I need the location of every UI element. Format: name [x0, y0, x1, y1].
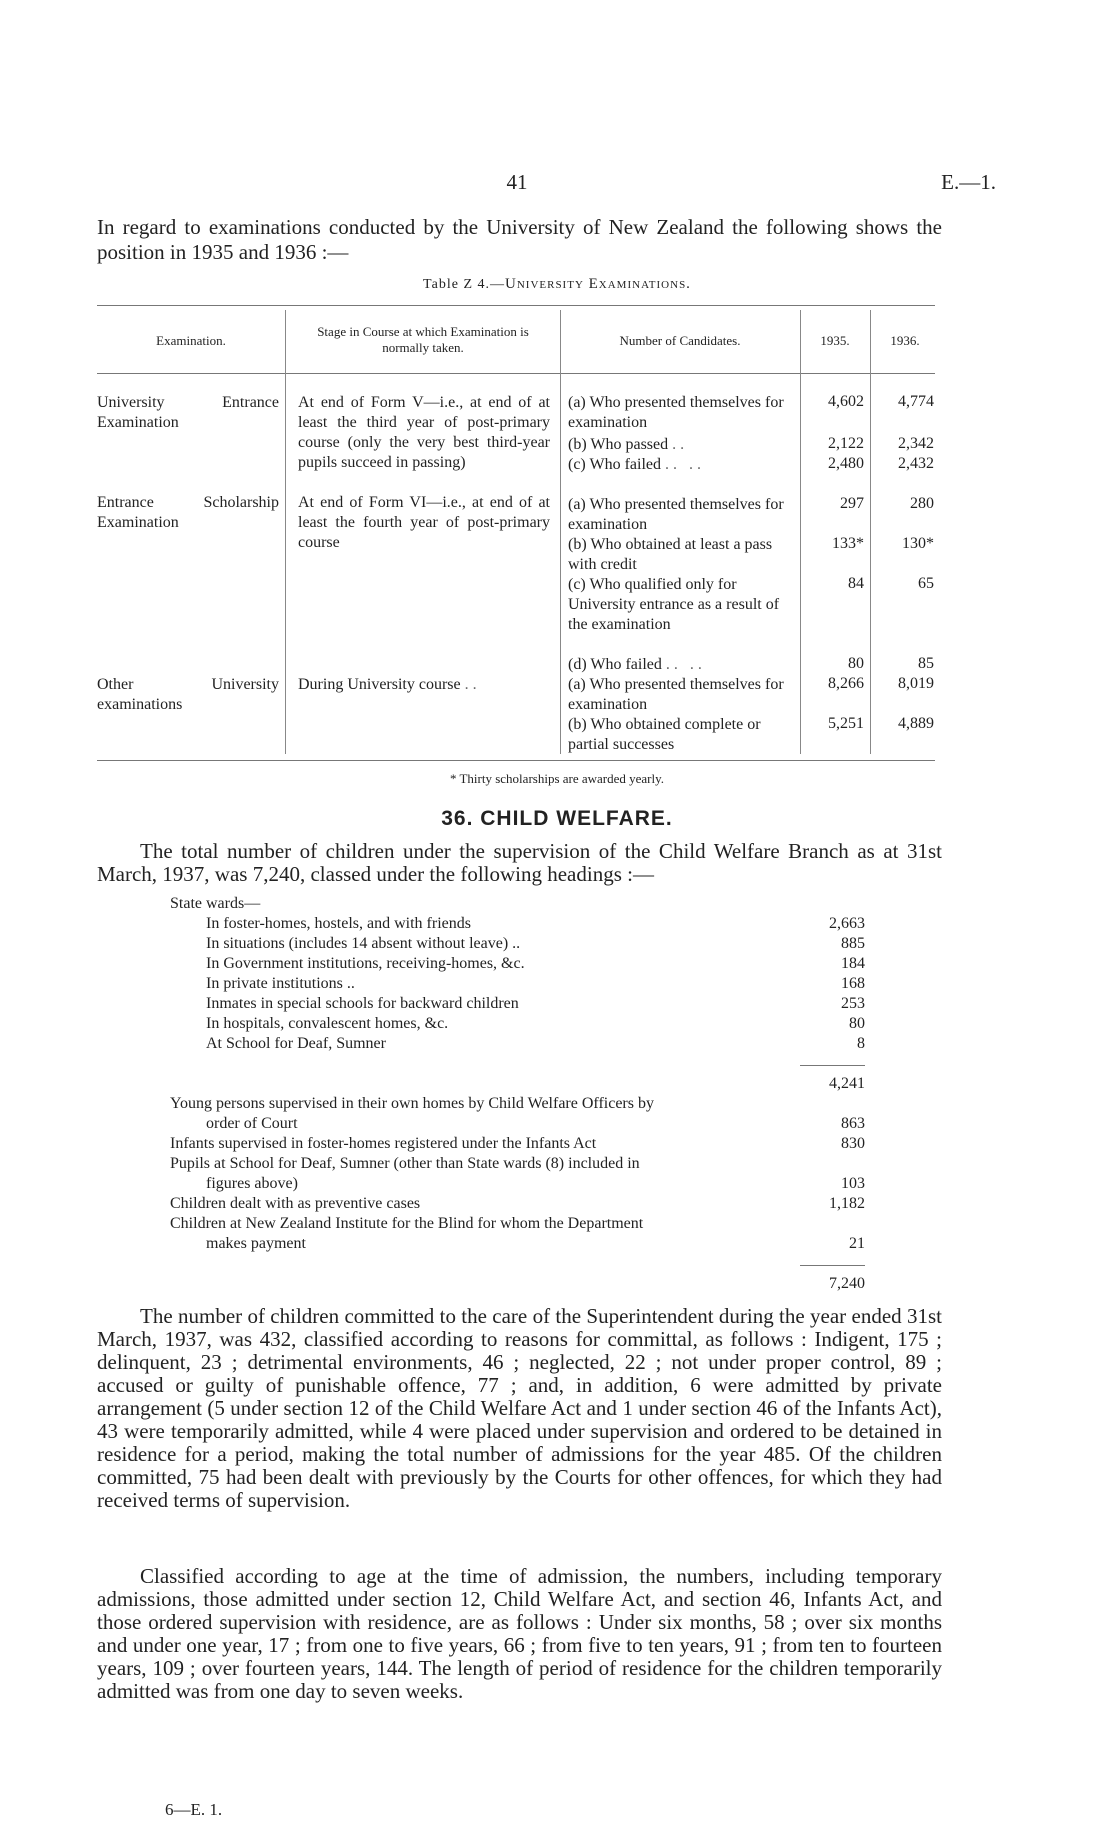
- list-item-value: 1,182: [829, 1195, 865, 1212]
- row-mark: (d): [568, 656, 587, 673]
- state-wards-heading: State wards—: [170, 895, 261, 912]
- row-text: Who failed: [590, 656, 662, 673]
- subtotal-rule: [800, 1065, 865, 1066]
- row-mark: (a): [568, 496, 586, 513]
- value-1936: 65: [918, 575, 934, 592]
- table-col-divider: [560, 310, 561, 754]
- list-item-value: 80: [849, 1015, 865, 1032]
- list-item-value: 168: [841, 975, 865, 992]
- candidate-row: [568, 495, 793, 535]
- total-rule: [800, 1265, 865, 1266]
- table-caption-prefix: Table Z 4.—: [423, 277, 505, 292]
- exam-stage: At end of Form VI—i.e., at end of at least the fourth year of post-primary course: [298, 494, 550, 551]
- exam-name: Other University examinations: [97, 676, 279, 713]
- table-col-divider: [285, 310, 286, 754]
- value-1936: 2,432: [898, 455, 934, 472]
- list-item-label: In foster-homes, hostels, and with friends: [206, 915, 471, 932]
- value-1935: 2,122: [828, 435, 864, 452]
- candidate-row: (d) Who failed . . . .: [568, 656, 702, 673]
- list-item-value: 184: [841, 955, 865, 972]
- row-text: Who obtained at least a pass with credit: [568, 536, 773, 573]
- candidate-row: (b) Who passed . .: [568, 436, 685, 453]
- list-item-label: At School for Deaf, Sumner: [206, 1035, 386, 1052]
- row-mark: (a): [568, 394, 586, 411]
- paragraph: [97, 1565, 942, 1703]
- header-1935: 1935.: [820, 333, 850, 348]
- paragraph-text: The total number of children under the supervision of the Child Welfare Branch as at 31st March, 1937, was 7,240, classed under the following headings :—: [97, 839, 942, 886]
- list-item-label: Young persons supervised in their own homes by Child Welfare Officers by: [170, 1095, 654, 1112]
- list-item-value: 885: [841, 935, 865, 952]
- value-1936: 130*: [902, 535, 934, 552]
- list-item-label-cont: makes payment: [206, 1235, 306, 1252]
- header-stage: Stage in Course at which Examination is normally taken.: [317, 324, 529, 355]
- candidate-row: [568, 393, 793, 433]
- table-header-rule: [97, 373, 935, 374]
- list-item-label: Children dealt with as preventive cases: [170, 1195, 421, 1212]
- value-1935: 80: [848, 655, 864, 672]
- value-1936: 2,342: [898, 435, 934, 452]
- row-mark: (a): [568, 676, 586, 693]
- list-item-value: 21: [849, 1235, 865, 1252]
- paragraph: [97, 840, 942, 886]
- table-caption: [0, 276, 1114, 293]
- list-item-label: In hospitals, convalescent homes, &c.: [206, 1015, 449, 1032]
- value-1935: 84: [848, 575, 864, 592]
- candidate-row: [568, 575, 793, 635]
- list-item-value: 830: [841, 1135, 865, 1152]
- value-1936: 85: [918, 655, 934, 672]
- candidate-row: (c) Who failed . . . .: [568, 456, 702, 473]
- paragraph-text: The number of children committed to the care of the Superintendent during the year ended 31st March, 1937, was 432, classified according to reasons for committal, as follows : Indigent, 175 ; delinquent, 23 ; detrimental environments, 46 ; neglected, 22 ; not under proper control, 89 ; accused or guilty of punishable offence, 77 ; and, in addition, 6 were admitted by private arrangement (5 under section 12 of the Child Welfare Act and 1 under section 46 of the Infants Act), 43 were temporarily admitted, while 4 were placed under supervision and ordered to be detained in residence for a period, making the total number of admissions for the year 485. Of the children committed, 75 had been dealt with previously by the Courts for other offences, for which they had received terms of supervision.: [97, 1304, 942, 1512]
- value-1935: 297: [840, 495, 864, 512]
- subtotal-value: 4,241: [829, 1075, 865, 1092]
- list-item-label: Inmates in special schools for backward children: [206, 995, 519, 1012]
- header-1936: 1936.: [890, 333, 920, 348]
- row-mark: (c): [568, 576, 586, 593]
- header-candidates: Number of Candidates.: [619, 333, 741, 348]
- table-footnote: * Thirty scholarships are awarded yearly.: [449, 771, 665, 786]
- row-mark: (b): [568, 536, 587, 553]
- exam-stage-text: During University course: [298, 676, 461, 693]
- list-item-label: Pupils at School for Deaf, Sumner (other than State wards (8) included in: [170, 1155, 640, 1172]
- row-mark: (b): [568, 716, 587, 733]
- value-1936: 280: [910, 495, 934, 512]
- list-item-label-cont: figures above): [206, 1175, 298, 1192]
- candidate-row: [568, 535, 793, 575]
- list-item-label-cont: order of Court: [206, 1115, 298, 1132]
- intro-paragraph: In regard to examinations conducted by the University of New Zealand the following shows the position in 1935 and 1936 :—: [97, 215, 942, 264]
- value-1936: 4,889: [898, 715, 934, 732]
- candidate-row: [568, 715, 793, 755]
- list-item-label: In situations (includes 14 absent without leave) ..: [206, 935, 521, 952]
- row-text: Who presented themselves for examination: [568, 394, 784, 431]
- list-item-label: Children at New Zealand Institute for the Blind for whom the Department: [170, 1215, 644, 1232]
- table-top-rule: [97, 305, 935, 306]
- table-caption-title: University Examinations.: [505, 276, 691, 292]
- exam-name: Entrance Scholarship Examination: [97, 494, 279, 531]
- document-reference: E.—1.: [941, 170, 996, 194]
- value-1935: 8,266: [828, 675, 864, 692]
- value-1935: 4,602: [828, 393, 864, 410]
- row-text: Who obtained complete or partial successes: [568, 716, 761, 753]
- paragraph-text: Classified according to age at the time of admission, the numbers, including temporary admissions, those admitted under section 12, Child Welfare Act, and section 46, Infants Act, and those ordered supervision with residence, are as follows : Under six months, 58 ; over six months and under one year, 17 ; from one to five years, 66 ; from five to ten years, 91 ; from ten to fourteen years, 109 ; over fourteen years, 144. The length of period of residence for the children temporarily admitted was from one day to seven weeks.: [97, 1564, 942, 1703]
- row-mark: (c): [568, 456, 586, 473]
- exam-stage: At end of Form V—i.e., at end of at least the third year of post-primary course (only the very best third-year pupils succeed in passing): [298, 394, 550, 471]
- exam-name: University Entrance Examination: [97, 394, 279, 431]
- page-number: 41: [506, 170, 528, 194]
- list-item-label: In private institutions ..: [206, 975, 355, 992]
- list-item-value: 103: [841, 1175, 865, 1192]
- total-value: 7,240: [829, 1275, 865, 1292]
- list-item-value: 253: [841, 995, 865, 1012]
- list-item-value: 2,663: [829, 915, 865, 932]
- header-examination: Examination.: [156, 333, 226, 348]
- row-text: Who passed: [590, 436, 669, 453]
- row-text: Who qualified only for University entrance as a result of the examination: [568, 576, 780, 633]
- value-1936: 4,774: [898, 393, 934, 410]
- list-item-value: 8: [857, 1035, 865, 1052]
- value-1935: 2,480: [828, 455, 864, 472]
- candidate-row: [568, 675, 793, 715]
- value-1935: 5,251: [828, 715, 864, 732]
- list-item-label: In Government institutions, receiving-homes, &c.: [206, 955, 525, 972]
- list-item-label: Infants supervised in foster-homes registered under the Infants Act: [170, 1135, 597, 1152]
- value-1936: 8,019: [898, 675, 934, 692]
- row-text: Who presented themselves for examination: [568, 676, 784, 713]
- row-mark: (b): [568, 436, 587, 453]
- signature-mark: 6—E. 1.: [165, 1800, 223, 1819]
- exam-stage: During University course . .: [298, 676, 477, 693]
- section-title: 36. CHILD WELFARE.: [441, 807, 673, 830]
- row-text: Who presented themselves for examination: [568, 496, 784, 533]
- value-1935: 133*: [832, 535, 864, 552]
- row-text: Who failed: [589, 456, 662, 473]
- list-item-value: 863: [841, 1115, 865, 1132]
- table-bottom-rule: [97, 760, 935, 761]
- paragraph: [97, 1305, 942, 1512]
